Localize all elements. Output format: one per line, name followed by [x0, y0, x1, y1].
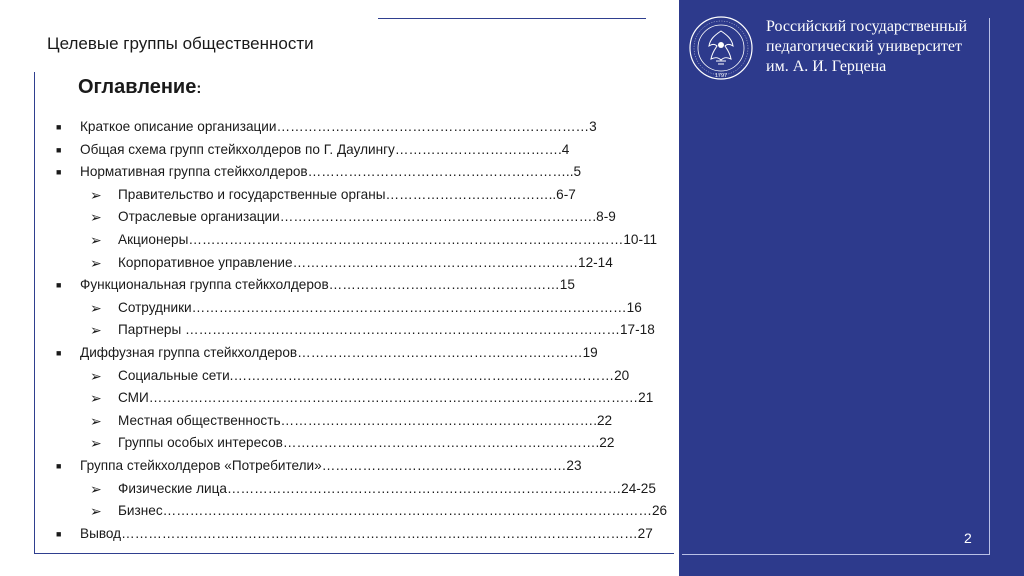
arrow-bullet-icon: ➢: [90, 209, 102, 226]
toc-item-text: Функциональная группа стейкхолдеров……………………………………………15: [80, 277, 575, 293]
square-bullet-icon: ■: [56, 167, 62, 178]
square-bullet-icon: ■: [56, 144, 62, 155]
top-divider-line: [378, 18, 646, 19]
arrow-bullet-icon: ➢: [90, 367, 102, 384]
toc-item-text: Корпоративное управление………………………………………………………12-14: [118, 254, 613, 270]
university-seal-logo: [688, 15, 754, 81]
university-name-line-2: педагогический университет: [766, 38, 962, 55]
toc-item-text: Акционеры……………………………………………………………………………………10-11: [118, 232, 658, 247]
toc-item-text: Группы особых интересов…………………………………………………………….22: [118, 435, 615, 451]
toc-item-text: Местная общественность…………………………………………………………….22: [118, 412, 613, 428]
arrow-bullet-icon: ➢: [90, 322, 102, 339]
square-bullet-icon: ■: [56, 122, 62, 132]
university-name-line-3: им. А. И. Герцена: [766, 58, 887, 75]
arrow-bullet-icon: ➢: [90, 435, 102, 452]
arrow-bullet-icon: ➢: [90, 186, 102, 203]
square-bullet-icon: ■: [56, 528, 62, 539]
arrow-bullet-icon: ➢: [90, 503, 102, 520]
toc-heading: [78, 76, 201, 99]
toc-item-text: Физические лица……………………………………………………………………………24-25: [118, 480, 656, 496]
toc-item-text: Социальные сети.…………………………………………………………………………20: [118, 367, 630, 383]
university-name-line-1: Российский государственный: [766, 18, 968, 35]
arrow-bullet-icon: ➢: [90, 254, 102, 271]
toc-item-text: Отраслевые организации…………………………………………………………….8-9: [118, 209, 616, 225]
left-border-line: [34, 72, 35, 554]
page-title: Целевые группы общественности: [47, 34, 314, 53]
toc-item-text: Правительство и государственные органы………………………………..6-7: [118, 186, 576, 202]
toc-item-text: Диффузная группа стейкхолдеров………………………………………………………19: [80, 345, 598, 360]
toc-item-text: Группа стейкхолдеров «Потребители»………………………………………………23: [80, 458, 582, 473]
toc-item-text: Бизнес………………………………………………………………………………………………26: [118, 503, 668, 519]
toc-item-text: Нормативная группа стейкхолдеров…………………………………………………..5: [80, 164, 582, 180]
bottom-border-line: [34, 553, 674, 554]
square-bullet-icon: ■: [56, 461, 62, 471]
arrow-bullet-icon: ➢: [90, 480, 102, 497]
toc-item-text: Партнеры ……………………………………………………………………………………17-18: [118, 322, 655, 338]
toc-item-text: Вывод……………………………………………………………………………………………………27: [80, 525, 653, 541]
university-name: [766, 17, 1006, 77]
arrow-bullet-icon: ➢: [90, 412, 102, 429]
arrow-bullet-icon: ➢: [90, 232, 102, 248]
arrow-bullet-icon: ➢: [90, 390, 102, 407]
arrow-bullet-icon: ➢: [90, 299, 102, 316]
toc-heading-text: Оглавление: [78, 76, 197, 98]
toc-heading-colon: :: [196, 80, 202, 97]
toc-item-text: Сотрудники……………………………………………………………………………………16: [118, 299, 642, 315]
square-bullet-icon: ■: [56, 280, 62, 291]
toc-item-text: СМИ………………………………………………………………………………………………21: [118, 390, 654, 406]
square-bullet-icon: ■: [56, 348, 62, 358]
toc-item-text: Общая схема групп стейкхолдеров по Г. Даулингу……………………………….4: [80, 141, 570, 157]
page-number: 2: [964, 530, 972, 546]
seal-year: 1797: [714, 73, 728, 79]
toc-item-text: Краткое описание организации……………………………………………………………3: [80, 119, 597, 134]
panel-frame-lines: [682, 18, 990, 555]
